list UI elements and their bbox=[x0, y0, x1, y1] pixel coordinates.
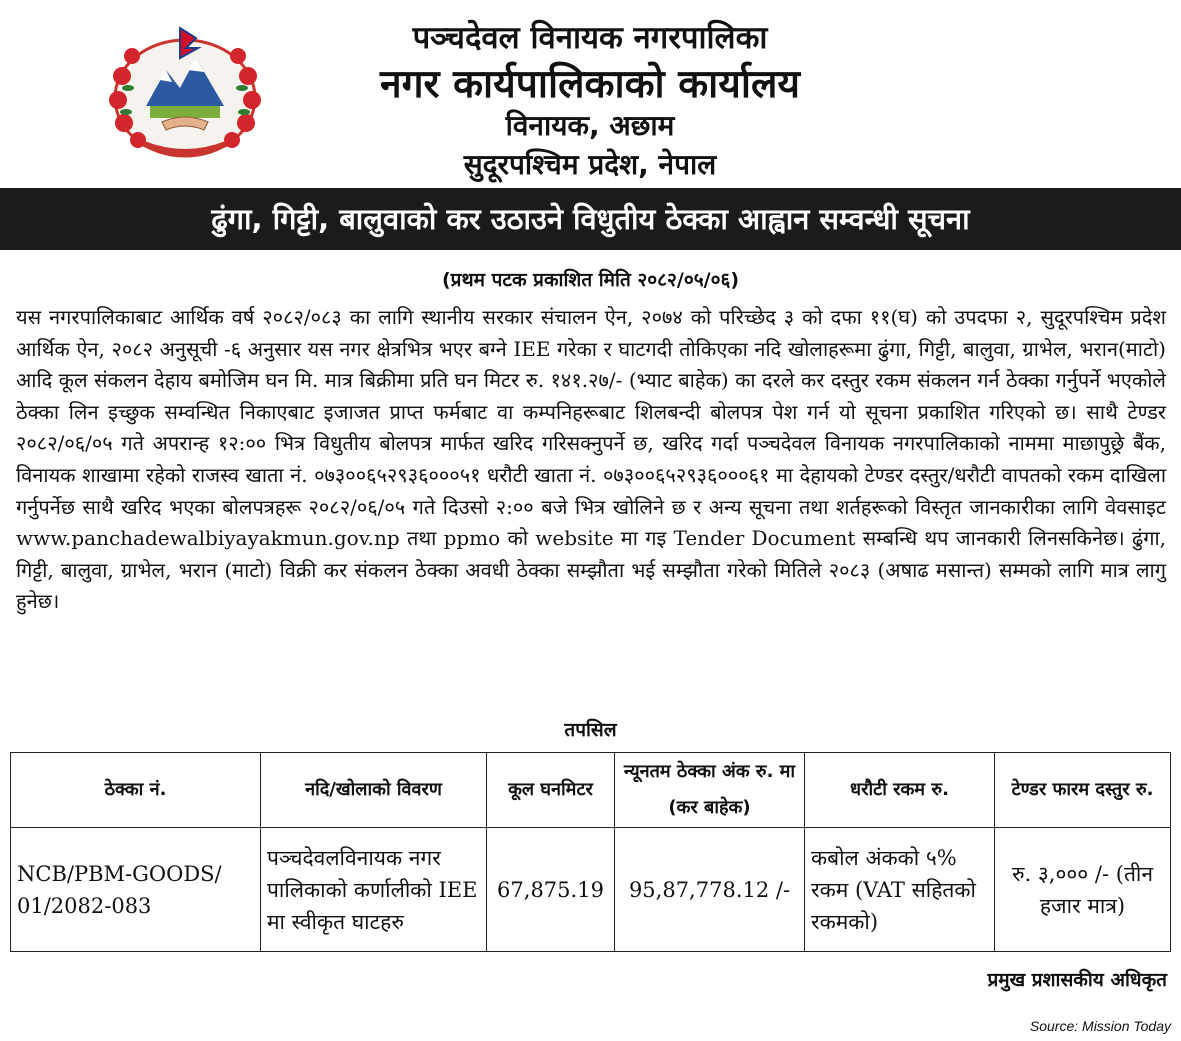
publish-date: (प्रथम पटक प्रकाशित मिति २०८२/०५/०६) bbox=[441, 269, 740, 291]
tender-table bbox=[10, 752, 1171, 952]
nepal-emblem-icon bbox=[104, 18, 266, 163]
office-name: नगर कार्यपालिकाको कार्यालय bbox=[379, 62, 801, 107]
cell-contract-no: NCB/PBM-GOODS/ 01/2082-083 bbox=[11, 828, 261, 952]
signatory: प्रमुख प्रशासकीय अधिकृत bbox=[987, 969, 1167, 991]
notice-body: यस नगरपालिकाबाट आर्थिक वर्ष २०८२/०८३ का लागि स्थानीय सरकार संचालन ऐन, २०७४ को परिच्छेद ३ को दफा ११(घ) को उपदफा २, सुदूरपश्चिम प्रदेश आर्थिक ऐन, २०८२ अनुसूची -६ अनुसार यस नगर क्षेत्रभित्र भएर बग्ने IEE गरेका र घाटगदी तोकिएका नदि खोलाहरूमा ढुंगा, गिट्टी, बालुवा, ग्राभेल, भरान(माटो) आदि कूल संकलन देहाय बमोजिम घन मि. मात्र बिक्रीमा प्रति घन मिटर रु. १४१.२७/- (भ्याट बाहेक) का दरले कर दस्तुर रकम संकलन गर्न ठेक्का गर्नुपर्ने भएकोले ठेक्का लिन इच्छुक सम्वन्धित निकाएबाट इजाजत प्राप्त फर्मबाट वा कम्पनिहरूबाट शिलबन्दी बोलपत्र पेश गर्न यो सूचना प्रकाशित गरिएको छ। साथै टेण्डर २०८२/०६/०५ गते अपरान्ह १२:०० भित्र विधुतीय बोलपत्र मार्फत खरिद गरिसक्नुपर्ने छ, खरिद गर्दा पञ्चदेवल विनायक नगरपालिकाको नाममा माछापुछ्रे बैंक, विनायक शाखामा रहेको राजस्व खाता नं. ०७३००६५२९३६०००५१ धरौटी खाता नं. ०७३००६५२९३६०००६१ मा देहायको टेण्डर दस्तुर/धरौटी वापतको रकम दाखिला गर्नुपर्नेछ साथै खरिद भएका बोलपत्रहरू २०८२/०६/०५ गते दिउसो २:०० बजे भित्र खोलिने छ र अन्य सूचना तथा शर्तहरूको विस्तृत जानकारीका लागि वेवसाइट www.panchadewalbiyayakmun.gov.np तथा ppmo को website मा गइ Tender Document सम्बन्धि थप जानकारी लिनसकिनेछ। ढुंगा, गिट्टी, बालुवा, ग्राभेल, भरान (माटो) विक्री कर संकलन ठेक्का अवधी ठेक्का सम्झौता भई सम्झौता गरेको मितिले २०८३ (अषाढ मसान्त) सम्मको लागि मात्र लागु हुनेछ। bbox=[16, 305, 1166, 614]
header-tender-fee: टेण्डर फारम दस्तुर रु. bbox=[995, 753, 1171, 828]
province: सुदूरपश्चिम प्रदेश, नेपाल bbox=[463, 148, 717, 181]
table-header-row bbox=[11, 753, 1171, 828]
cell-tender-fee: रु. ३,००० /- (तीन हजार मात्र) bbox=[995, 828, 1171, 952]
org-name: पञ्चदेवल विनायक नगरपालिका bbox=[412, 20, 768, 56]
source-credit: Source: Mission Today bbox=[1029, 1018, 1171, 1034]
notice-header bbox=[0, 0, 1181, 186]
cell-river-description: पञ्चदेवलविनायक नगर पालिकाको कर्णालीको IEE मा स्वीकृत घाटहरु bbox=[261, 828, 487, 952]
header-minimum-amount: न्यूनतम ठेक्का अंक रु. मा (कर बाहेक) bbox=[615, 753, 805, 828]
header-total-cubic-meter: कूल घनमिटर bbox=[487, 753, 615, 828]
cell-total-cubic-meter: 67,875.19 bbox=[487, 828, 615, 952]
table-row bbox=[11, 828, 1171, 952]
table-caption: तपसिल bbox=[564, 719, 617, 741]
notice-title: ढुंगा, गिट्टी, बालुवाको कर उठाउने विधुतीय ठेक्का आह्वान सम्वन्धी सूचना bbox=[0, 188, 1181, 250]
cell-deposit-amount: कबोल अंकको ५% रकम (VAT सहितको रकमको) bbox=[805, 828, 995, 952]
header-river-description: नदि/खोलाको विवरण bbox=[261, 753, 487, 828]
location: विनायक, अछाम bbox=[505, 109, 675, 142]
header-contract-no: ठेक्का नं. bbox=[11, 753, 261, 828]
cell-minimum-amount: 95,87,778.12 /- bbox=[615, 828, 805, 952]
header-deposit-amount: धरौटी रकम रु. bbox=[805, 753, 995, 828]
